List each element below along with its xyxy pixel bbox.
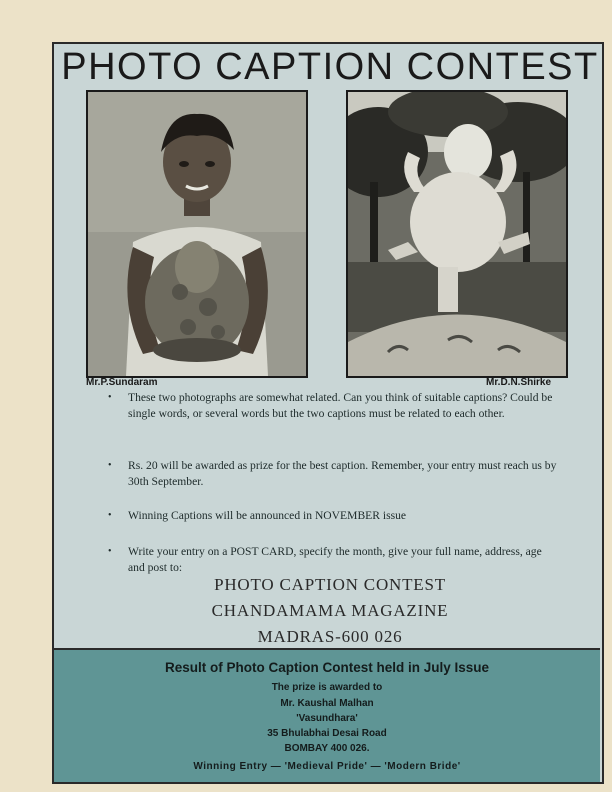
rule-item: • These two photographs are somewhat related. Can you think of suitable captions? Could be single words, or several words but the two captions must be related to each other. — [108, 391, 553, 420]
result-line: The prize is awarded to — [271, 682, 383, 693]
page-title: PHOTO CAPTION CONTEST — [61, 46, 599, 88]
result-winning-entry: Winning Entry — 'Medieval Pride' — 'Modern Bride' — [193, 761, 461, 772]
address-line: MADRAS-600 026 — [257, 627, 403, 646]
result-line: BOMBAY 400 026. — [284, 743, 370, 754]
result-line: Mr. Kaushal Malhan — [280, 698, 374, 709]
result-line: 'Vasundhara' — [296, 713, 358, 724]
rule-item: • Winning Captions will be announced in NOVEMBER issue — [108, 509, 407, 522]
address-line: CHANDAMAMA MAGAZINE — [211, 601, 449, 620]
bullet-icon: • — [108, 546, 112, 557]
address-line: PHOTO CAPTION CONTEST — [214, 575, 446, 594]
photo-ganesha-statue — [346, 90, 568, 378]
bullet-icon: • — [108, 460, 112, 471]
rule-item: • Write your entry on a POST CARD, specify the month, give your full name, address, age and post to: — [108, 545, 542, 574]
result-line: 35 Bhulabhai Desai Road — [267, 728, 387, 739]
bullet-icon: • — [108, 510, 112, 521]
rule-item: • Rs. 20 will be awarded as prize for the best caption. Remember, your entry must reach us by 30th September. — [108, 459, 557, 488]
result-heading: Result of Photo Caption Contest held in July Issue — [164, 660, 490, 675]
bullet-icon: • — [108, 392, 112, 403]
photo-boy-with-idol — [86, 90, 308, 378]
photo-credit-right: Mr.D.N.Shirke — [486, 377, 552, 388]
photo-credit-left: Mr.P.Sundaram — [86, 377, 158, 388]
